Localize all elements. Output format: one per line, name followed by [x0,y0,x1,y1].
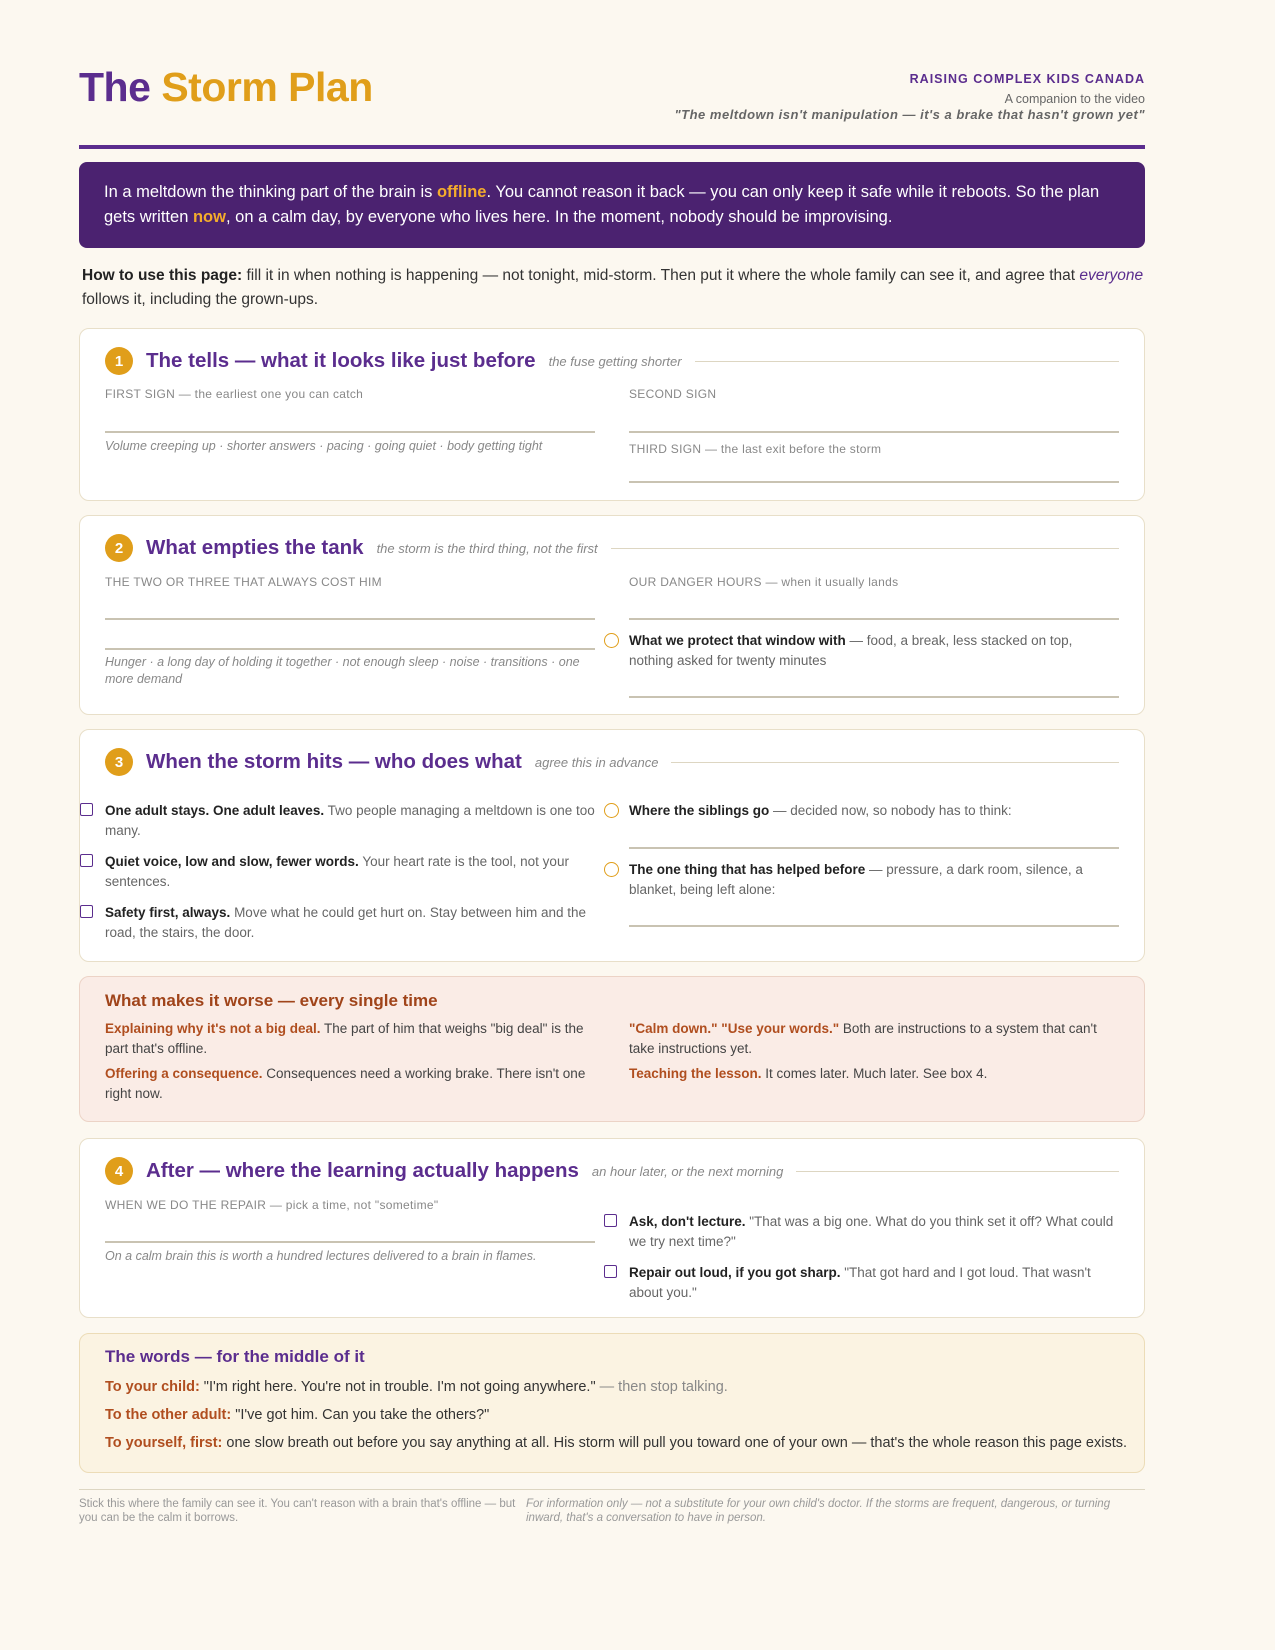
page-title [79,64,373,111]
danger-hours-field[interactable] [629,618,1119,620]
worse-item-bold: Explaining why it's not a big deal. [105,1021,321,1036]
org-name: RAISING COMPLEX KIDS CANADA [909,72,1145,86]
section-divider [695,361,1119,362]
words-line [105,1379,728,1395]
first-sign-label: FIRST SIGN — the earliest one you can catch [105,387,364,401]
first-sign-hint: Volume creeping up · shorter answers · pacing · going quiet · body getting tight [105,439,543,453]
words-line-bold: To yourself, first: [105,1435,223,1451]
worse-item-bold: "Calm down." "Use your words." [629,1021,840,1036]
tank-cost-field-1[interactable] [105,618,595,620]
section-number-badge: 2 [105,534,133,562]
section-header [105,747,1119,777]
item-bold: Safety first, always. [105,905,231,920]
checkbox[interactable] [80,803,93,816]
worse-item-text: Consequences need a working brake. There isn't one right now. [105,1066,586,1101]
tank-cost-field-2[interactable] [105,648,595,650]
second-sign-label: SECOND SIGN [629,387,717,401]
intro-banner [79,162,1145,248]
words-title: The words — for the middle of it [105,1347,365,1366]
how-to-text-1: fill it in when nothing is happening — not tonight, mid-storm. Then put it where the whole family can see it, and agree that [242,267,1080,284]
worse-item-bold: Offering a consequence. [105,1066,263,1081]
worse-item-text: It comes later. Much later. See box 4. [761,1066,988,1081]
after-checklist-item [629,1263,1119,1303]
third-sign-field[interactable] [629,481,1119,483]
intro-text-2: . You cannot reason it back — you can only keep it safe while it reboots. So the plan gets written [104,183,1100,226]
protect-window-item [629,631,1119,671]
siblings-item [629,801,1119,821]
protect-window-text: — food, a break, less stacked on top, nothing asked for twenty minutes [629,633,1073,668]
section-header [105,533,1119,563]
intro-text-3: , on a calm day, by everyone who lives here. In the moment, nobody should be improvising. [225,208,893,226]
third-sign-label: THIRD SIGN — the last exit before the storm [629,442,882,456]
checkbox[interactable] [80,905,93,918]
words-line-bold: To your child: [105,1379,200,1395]
how-to-emphasis: everyone [1079,267,1144,284]
helped-before-item [629,860,1119,900]
tank-cost-hint: Hunger · a long day of holding it together · not enough sleep · noise · transitions · one more demand [105,655,580,686]
words-line [105,1435,1127,1451]
worse-item [629,1019,1119,1059]
section-header [105,1156,1119,1186]
section-title: When the storm hits — who does what [146,750,522,773]
checkbox[interactable] [604,1214,617,1227]
how-to-text-2: follows it, including the grown-ups. [82,291,319,308]
section-title: After — where the learning actually happens [146,1159,579,1182]
item-bold: Where the siblings go [629,803,770,818]
second-sign-field[interactable] [629,431,1119,433]
section-subtitle: the fuse getting shorter [548,353,682,369]
intro-highlight-now: now [192,208,226,226]
words-line-text: one slow breath out before you say anything at all. His storm will pull you toward one of your own — that's the whole reason this page exists. [222,1435,1128,1451]
footer-note: Stick this where the family can see it. You can't reason with a brain that's offline — but you can be the calm it borrows. [79,1498,516,1524]
danger-hours-label: OUR DANGER HOURS — when it usually lands [629,575,899,589]
the-words-card [79,1333,1145,1473]
checkbox[interactable] [80,854,93,867]
item-bold: Quiet voice, low and slow, fewer words. [105,854,359,869]
title-part1: The [79,64,151,110]
repair-hint: On a calm brain this is worth a hundred lectures delivered to a brain in flames. [105,1249,537,1263]
helped-before-field[interactable] [629,925,1119,927]
checkbox[interactable] [604,1265,617,1278]
storm-checklist-item [105,801,595,841]
radio-circle[interactable] [604,862,619,877]
worse-item-text: Both are instructions to a system that can't take instructions yet. [629,1021,1097,1056]
worse-item [629,1064,1119,1084]
section-number-badge: 1 [105,347,133,375]
section-number-badge: 3 [105,748,133,776]
storm-plan-page [79,0,1145,1524]
item-text: — pressure, a dark room, silence, a blanket, being left alone: [629,862,1083,897]
item-text: "That was a big one. What do you think set it off? What could we try next time?" [629,1214,1114,1249]
worse-item-bold: Teaching the lesson. [629,1066,762,1081]
storm-checklist-item [105,903,595,943]
title-part2: Storm Plan [161,64,373,110]
section-header [105,346,1119,376]
words-line-text: "I'm right here. You're not in trouble. I'm not going anywhere." [199,1379,596,1395]
footer-disclaimer: For information only — not a substitute for your own child's doctor. If the storms are frequent, dangerous, or turning inward, that's a conversation to have in person. [526,1498,1111,1524]
section-title: The tells — what it looks like just before [146,349,536,372]
page-header [79,0,1145,149]
words-line-bold: To the other adult: [105,1407,232,1423]
item-text: "That got hard and I got loud. That wasn't about you." [629,1265,1091,1300]
intro-highlight-offline: offline [436,183,487,201]
item-text: — decided now, so nobody has to think: [769,803,1012,818]
section-title: What empties the tank [146,536,364,559]
words-line [105,1407,489,1423]
worse-item [105,1019,595,1059]
section-divider [671,762,1119,763]
section-number-badge: 4 [105,1157,133,1185]
worse-item [105,1064,595,1104]
footer-divider [79,1489,1145,1490]
section-storm-hits [79,729,1145,962]
radio-circle[interactable] [604,633,619,648]
storm-checklist-item [105,852,595,892]
companion-note: A companion to the video [1004,92,1145,106]
worse-title: What makes it worse — every single time [105,991,438,1010]
section-after [79,1138,1145,1318]
protect-window-bold: What we protect that window with [629,633,846,648]
item-text: Your heart rate is the tool, not your sentences. [105,854,569,889]
item-bold: Ask, don't lecture. [629,1214,746,1229]
worse-item-text: The part of him that weighs "big deal" is the part that's offline. [105,1021,584,1056]
item-bold: One adult stays. One adult leaves. [105,803,325,818]
how-to-use [82,264,1148,312]
section-divider [611,548,1119,549]
repair-time-field[interactable] [105,1241,595,1243]
section-divider [796,1171,1119,1172]
section-tank [79,515,1145,715]
video-quote: "The meltdown isn't manipulation — it's a brake that hasn't grown yet" [674,107,1145,122]
siblings-field[interactable] [629,847,1119,849]
after-checklist-item [629,1212,1119,1252]
section-tells [79,328,1145,501]
what-makes-it-worse [79,976,1145,1122]
repair-time-label: WHEN WE DO THE REPAIR — pick a time, not "sometime" [105,1198,439,1212]
tank-cost-label: THE TWO OR THREE THAT ALWAYS COST HIM [105,575,382,589]
how-to-label: How to use this page: [82,267,243,284]
words-line-text: "I've got him. Can you take the others?" [231,1407,490,1423]
item-bold: The one thing that has helped before [629,862,866,877]
protect-window-field[interactable] [629,696,1119,698]
section-subtitle: the storm is the third thing, not the first [376,540,598,556]
words-line-tail: — then stop talking. [595,1379,728,1395]
item-text: Move what he could get hurt on. Stay between him and the road, the stairs, the door. [105,905,587,940]
item-text: Two people managing a meltdown is one too many. [105,803,595,838]
section-subtitle: agree this in advance [534,754,659,770]
section-subtitle: an hour later, or the next morning [591,1163,784,1179]
radio-circle[interactable] [604,803,619,818]
intro-text-1: In a meltdown the thinking part of the brain is [104,183,437,201]
first-sign-field[interactable] [105,431,595,433]
item-bold: Repair out loud, if you got sharp. [629,1265,841,1280]
